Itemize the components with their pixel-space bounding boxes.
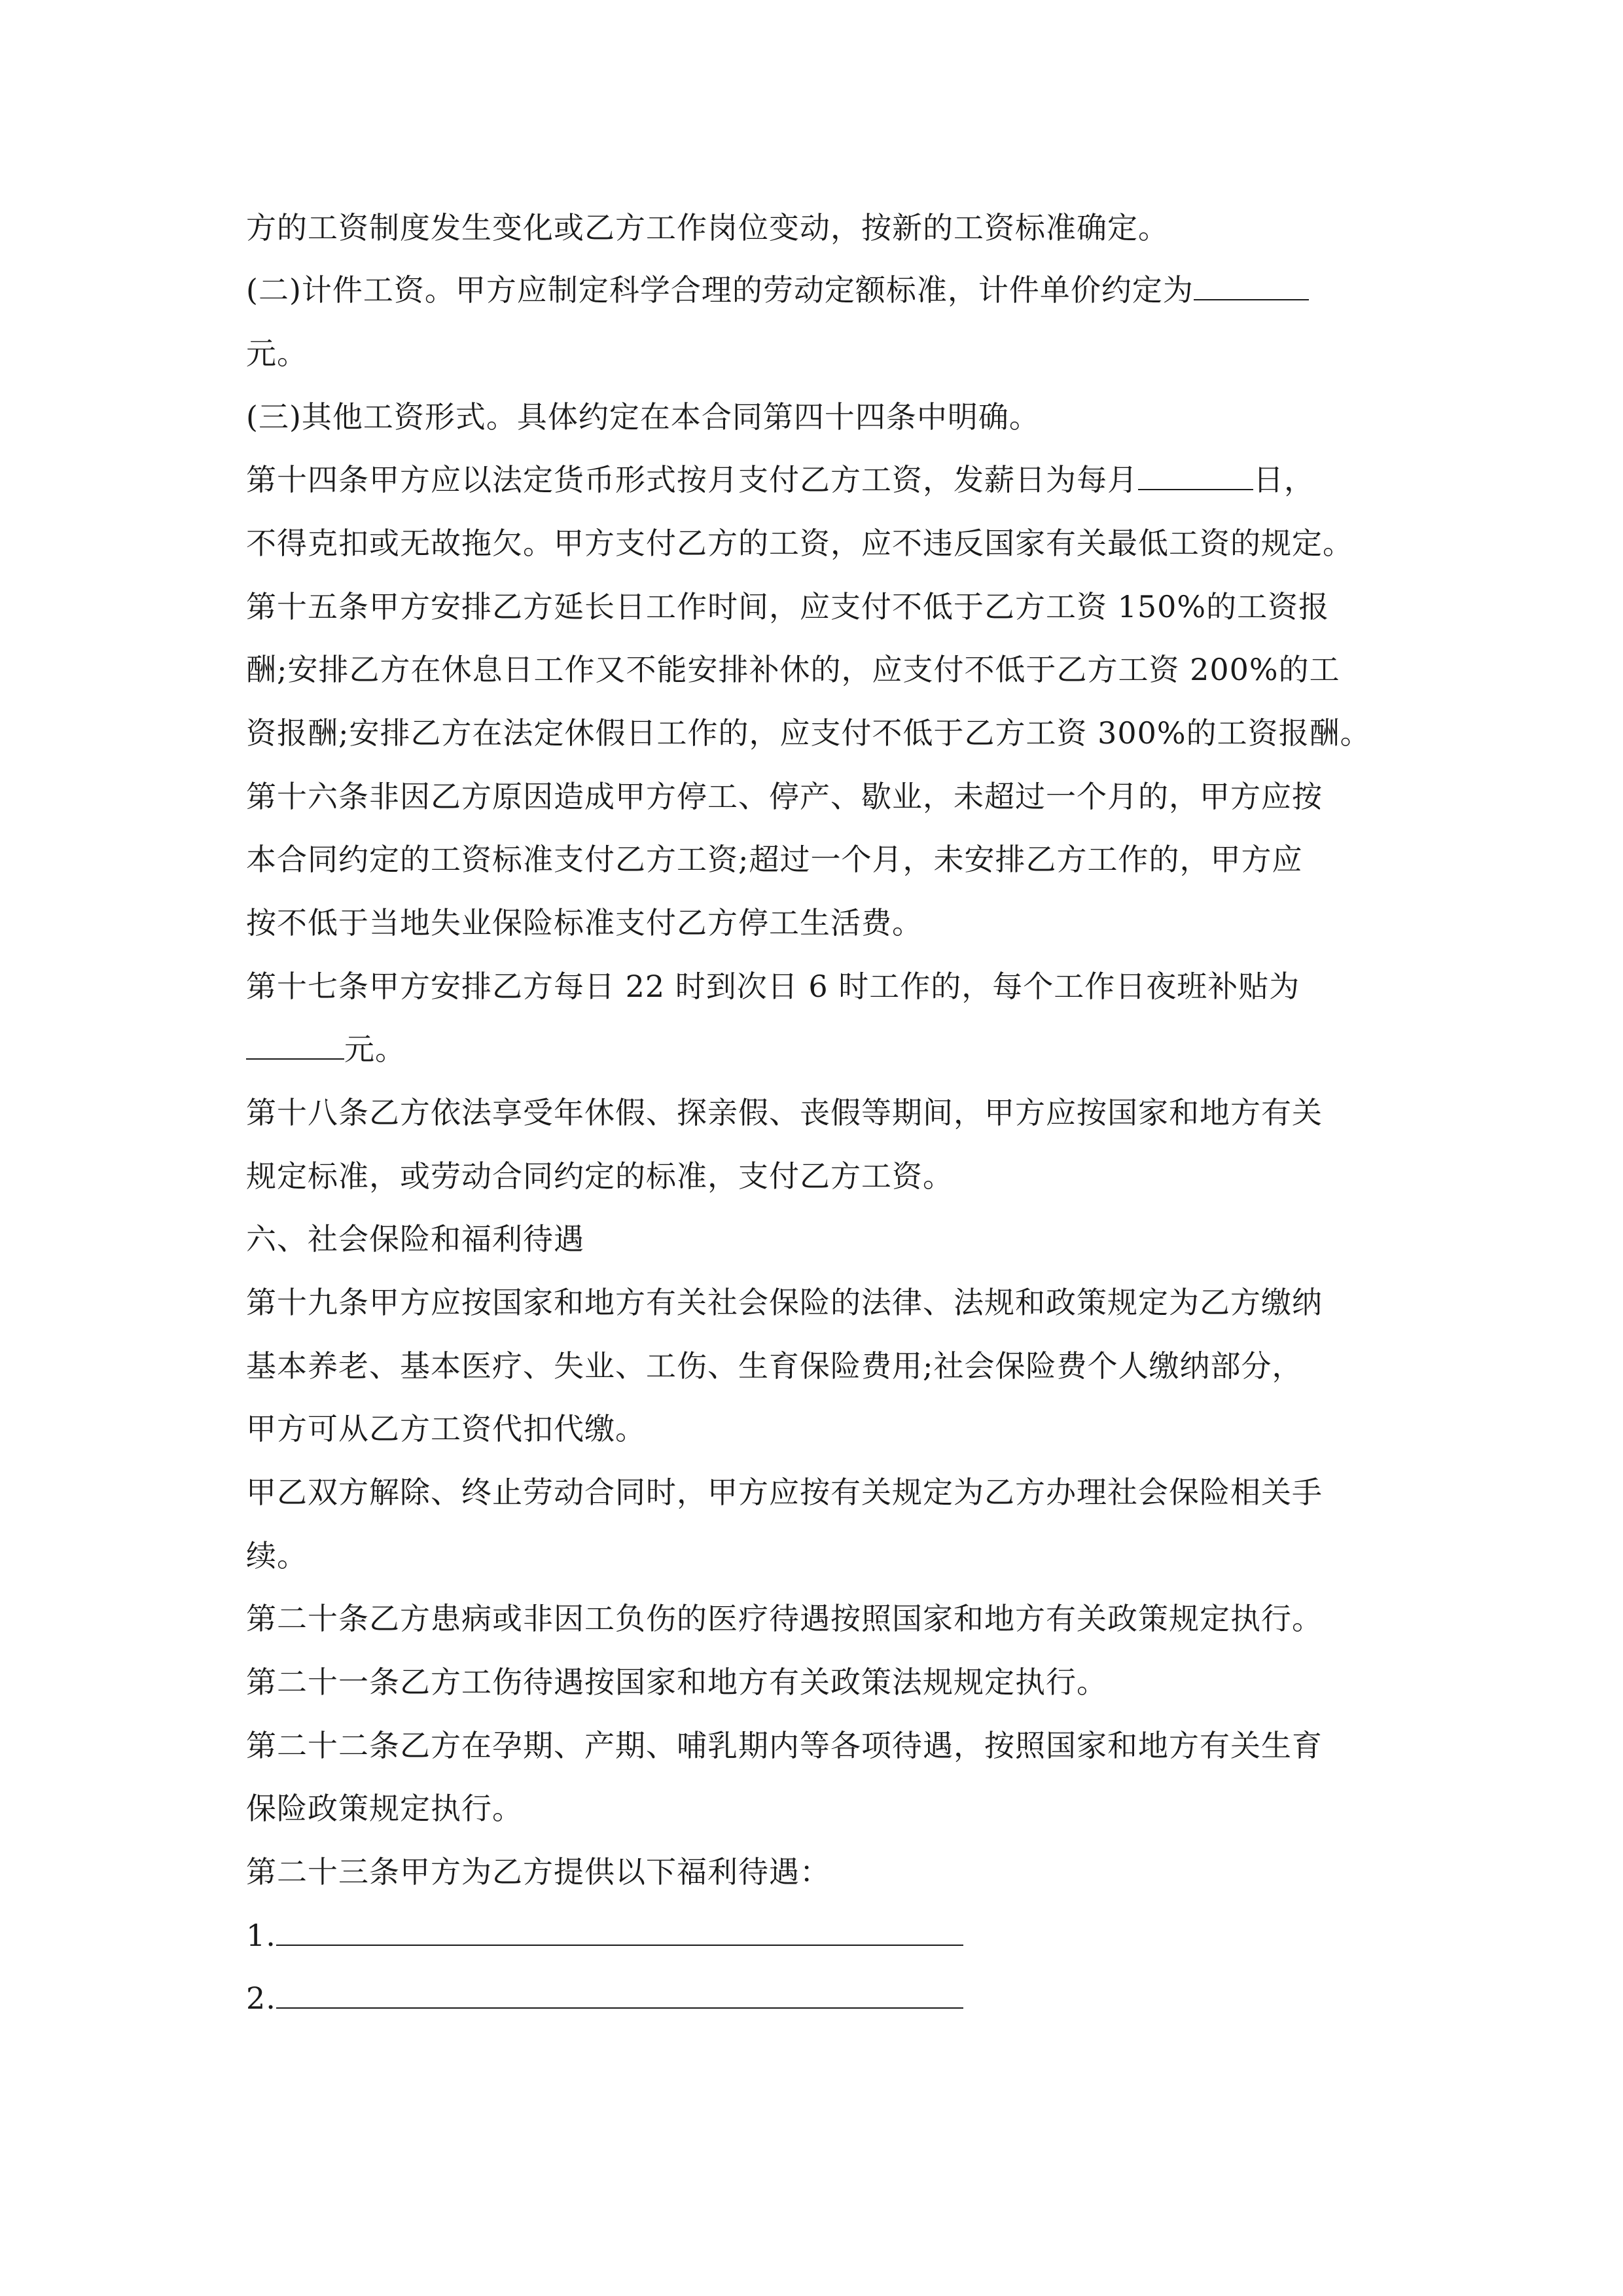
- text-line-15: [246, 1093, 1323, 1132]
- text-line-7: [246, 587, 1329, 626]
- text-segment: 不得克扣或无故拖欠。甲方支付乙方的工资，应不违反国家有关最低工资的规定。: [246, 526, 1353, 561]
- fill-blank[interactable]: [1194, 270, 1309, 300]
- text-line-1: [246, 208, 1169, 247]
- text-segment: 第十五条甲方安排乙方延长日工作时间，应支付不低于乙方工资 150%的工资报: [246, 589, 1330, 624]
- text-segment: 按不低于当地失业保险标准支付乙方停工生活费。: [246, 905, 923, 941]
- text-segment: 第十四条甲方应以法定货币形式按月支付乙方工资，发薪日为每月: [246, 462, 1138, 497]
- text-segment: 酬;安排乙方在休息日工作又不能安排补休的，应支付不低于乙方工资 200%的工: [246, 652, 1340, 687]
- text-line-24: [246, 1662, 1107, 1702]
- text-line-2: [246, 270, 1309, 310]
- fill-blank[interactable]: [1138, 460, 1253, 490]
- fill-blank[interactable]: [276, 1916, 963, 1946]
- text-line-26: [246, 1789, 523, 1828]
- text-line-11: [246, 840, 1303, 879]
- text-segment: 第十六条非因乙方原因造成甲方停工、停产、歇业，未超过一个月的，甲方应按: [246, 779, 1323, 814]
- text-segment: 第二十三条甲方为乙方提供以下福利待遇：: [246, 1854, 830, 1890]
- fill-blank[interactable]: [246, 1030, 344, 1060]
- text-segment: (三)其他工资形式。具体约定在本合同第四十四条中明确。: [246, 399, 1040, 435]
- text-line-12: [246, 903, 923, 942]
- text-line-14: [246, 1030, 406, 1069]
- text-line-23: [246, 1599, 1323, 1638]
- text-segment: 第二十二条乙方在孕期、产期、哺乳期内等各项待遇，按照国家和地方有关生育: [246, 1728, 1323, 1763]
- section-heading: [246, 1219, 584, 1259]
- text-segment: 元。: [344, 1031, 406, 1067]
- text-line-8: [246, 650, 1340, 689]
- text-line-16: [246, 1157, 954, 1196]
- text-line-25: [246, 1726, 1323, 1765]
- text-segment: 基本养老、基本医疗、失业、工伤、生育保险费用;社会保险费个人缴纳部分，: [246, 1348, 1303, 1384]
- fill-blank[interactable]: [276, 1979, 963, 2009]
- text-segment: 第十八条乙方依法享受年休假、探亲假、丧假等期间，甲方应按国家和地方有关: [246, 1095, 1323, 1130]
- text-segment: (二)计件工资。甲方应制定科学合理的劳动定额标准，计件单价约定为: [246, 272, 1194, 308]
- text-line-18: [246, 1283, 1323, 1322]
- text-line-19: [246, 1346, 1303, 1386]
- text-segment: 六、社会保险和福利待遇: [246, 1221, 584, 1257]
- text-segment: 保险政策规定执行。: [246, 1791, 523, 1826]
- text-segment: 续。: [246, 1538, 308, 1573]
- list-item-1: [246, 1916, 963, 1955]
- text-segment: 日，: [1253, 462, 1315, 497]
- text-segment: 第二十一条乙方工伤待遇按国家和地方有关政策法规规定执行。: [246, 1664, 1107, 1700]
- text-segment: 资报酬;安排乙方在法定休假日工作的，应支付不低于乙方工资 300%的工资报酬。: [246, 715, 1371, 751]
- list-number: 1.: [246, 1918, 276, 1953]
- text-segment: 第十七条甲方安排乙方每日 22 时到次日 6 时工作的，每个工作日夜班补贴为: [246, 969, 1300, 1004]
- text-line-22: [246, 1536, 308, 1575]
- text-line-21: [246, 1473, 1323, 1512]
- text-line-6: [246, 524, 1353, 563]
- text-segment: 甲方可从乙方工资代扣代缴。: [246, 1411, 646, 1446]
- text-line-20: [246, 1409, 646, 1448]
- list-item-2: [246, 1979, 963, 2018]
- text-segment: 元。: [246, 336, 308, 371]
- text-segment: 方的工资制度发生变化或乙方工作岗位变动，按新的工资标准确定。: [246, 210, 1169, 245]
- text-line-9: [246, 713, 1371, 753]
- text-line-4: [246, 397, 1040, 437]
- text-line-3: [246, 334, 308, 373]
- text-line-10: [246, 777, 1323, 816]
- text-line-13: [246, 967, 1300, 1006]
- text-segment: 第十九条甲方应按国家和地方有关社会保险的法律、法规和政策规定为乙方缴纳: [246, 1285, 1323, 1320]
- text-segment: 甲乙双方解除、终止劳动合同时，甲方应按有关规定为乙方办理社会保险相关手: [246, 1475, 1323, 1510]
- text-segment: 第二十条乙方患病或非因工负伤的医疗待遇按照国家和地方有关政策规定执行。: [246, 1601, 1323, 1636]
- text-segment: 本合同约定的工资标准支付乙方工资;超过一个月，未安排乙方工作的，甲方应: [246, 842, 1303, 877]
- text-line-5: [246, 460, 1315, 499]
- text-line-27: [246, 1852, 830, 1892]
- text-segment: 规定标准，或劳动合同约定的标准，支付乙方工资。: [246, 1158, 954, 1194]
- list-number: 2.: [246, 1981, 276, 2016]
